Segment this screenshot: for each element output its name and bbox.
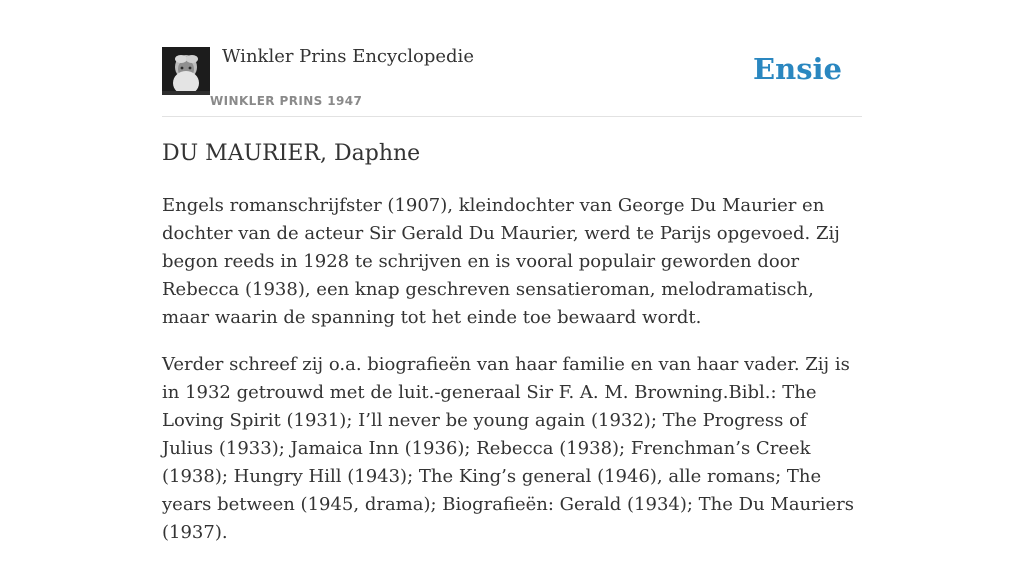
site-title[interactable]: Winkler Prins Encyclopedie [222, 46, 474, 67]
article-title: DU MAURIER, Daphne [162, 141, 421, 166]
edition-label[interactable]: WINKLER PRINS 1947 [210, 94, 363, 108]
site-header [162, 44, 862, 117]
article-paragraph: Verder schreef zij o.a. biografieën van haar familie en van haar vader. Zij is in 1932 getrouwd met de luit.-generaal Sir F. A. M. Browning.Bibl.: The Loving Spirit (1931); I’ll never be young again (1932); The Progress of Julius (1933); Jamaica Inn (1936); Rebecca (1938); Frenchman’s Creek (1938); Hungry Hill (1943); The King’s general (1946), alle romans; The years between (1945, drama); Biografieën: Gerald (1934); The Du Mauriers (1937). [162, 354, 854, 543]
article-body [162, 192, 862, 566]
ensie-logo[interactable]: Ensie [753, 52, 842, 86]
author-avatar[interactable] [162, 47, 210, 95]
portrait-image [162, 47, 210, 95]
article-paragraph: Engels romanschrijfster (1907), kleindochter van George Du Maurier en dochter van de acteur Sir Gerald Du Maurier, werd te Parijs opgevoed. Zij begon reeds in 1928 te schrijven en is vooral populair geworden door Rebecca (1938), een knap geschreven sensatieroman, melodramatisch, maar waarin de spanning tot het einde toe bewaard wordt. [162, 195, 840, 328]
